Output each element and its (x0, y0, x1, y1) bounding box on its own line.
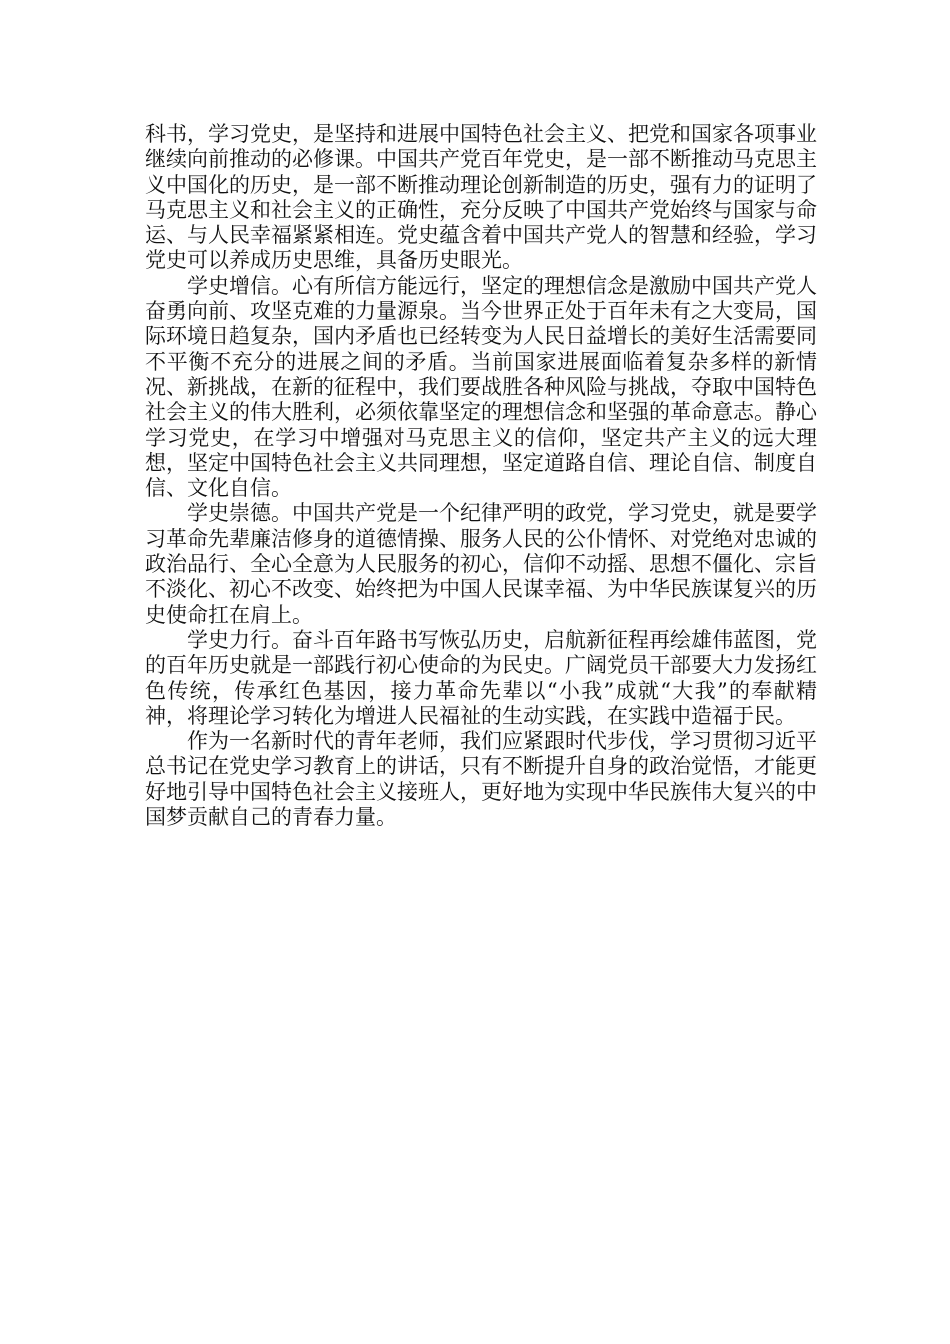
paragraph-learn-history-virtue: 学史崇德。中国共产党是一个纪律严明的政党，学习党史，就是要学习革命先辈廉洁修身的道德情操、服务人民的公仆情怀、对党绝对忠诚的政治品行、全心全意为人民服务的初心，信仰不动摇、思想不僵化、宗旨不淡化、初心不改变、始终把为中国人民谋幸福、为中华民族谋复兴的历史使命扛在肩上。 (145, 501, 817, 627)
paragraph-conclusion: 作为一名新时代的青年老师，我们应紧跟时代步伐，学习贯彻习近平总书记在党史学习教育上的讲话，只有不断提升自身的政治觉悟，才能更好地引导中国特色社会主义接班人，更好地为实现中华民族伟大复兴的中国梦贡献自己的青春力量。 (145, 729, 817, 830)
paragraph-intro-continued: 科书，学习党史，是坚持和进展中国特色社会主义、把党和国家各项事业继续向前推动的必修课。中国共产党百年党史，是一部不断推动马克思主义中国化的历史，是一部不断推动理论创新制造的历史，强有力的证明了马克思主义和社会主义的正确性，充分反映了中国共产党始终与国家与命运、与人民幸福紧紧相连。党史蕴含着中国共产党人的智慧和经验，学习党史可以养成历史思维，具备历史眼光。 (145, 122, 817, 273)
paragraph-learn-history-faith: 学史增信。心有所信方能远行，坚定的理想信念是激励中国共产党人奋勇向前、攻坚克难的力量源泉。当今世界正处于百年未有之大变局，国际环境日趋复杂，国内矛盾也已经转变为人民日益增长的美好生活需要同不平衡不充分的进展之间的矛盾。当前国家进展面临着复杂多样的新情况、新挑战，在新的征程中，我们要战胜各种风险与挑战，夺取中国特色社会主义的伟大胜利，必须依靠坚定的理想信念和坚强的革命意志。静心学习党史，在学习中增强对马克思主义的信仰，坚定共产主义的远大理想，坚定中国特色社会主义共同理想，坚定道路自信、理论自信、制度自信、文化自信。 (145, 273, 817, 501)
paragraph-learn-history-action: 学史力行。奋斗百年路书写恢弘历史，启航新征程再绘雄伟蓝图，党的百年历史就是一部践行初心使命的为民史。广阔党员干部要大力发扬红色传统，传承红色基因，接力革命先辈以“小我”成就“大我”的奉献精神，将理论学习转化为增进人民福祉的生动实践，在实践中造福于民。 (145, 627, 817, 728)
document-body (145, 122, 817, 830)
